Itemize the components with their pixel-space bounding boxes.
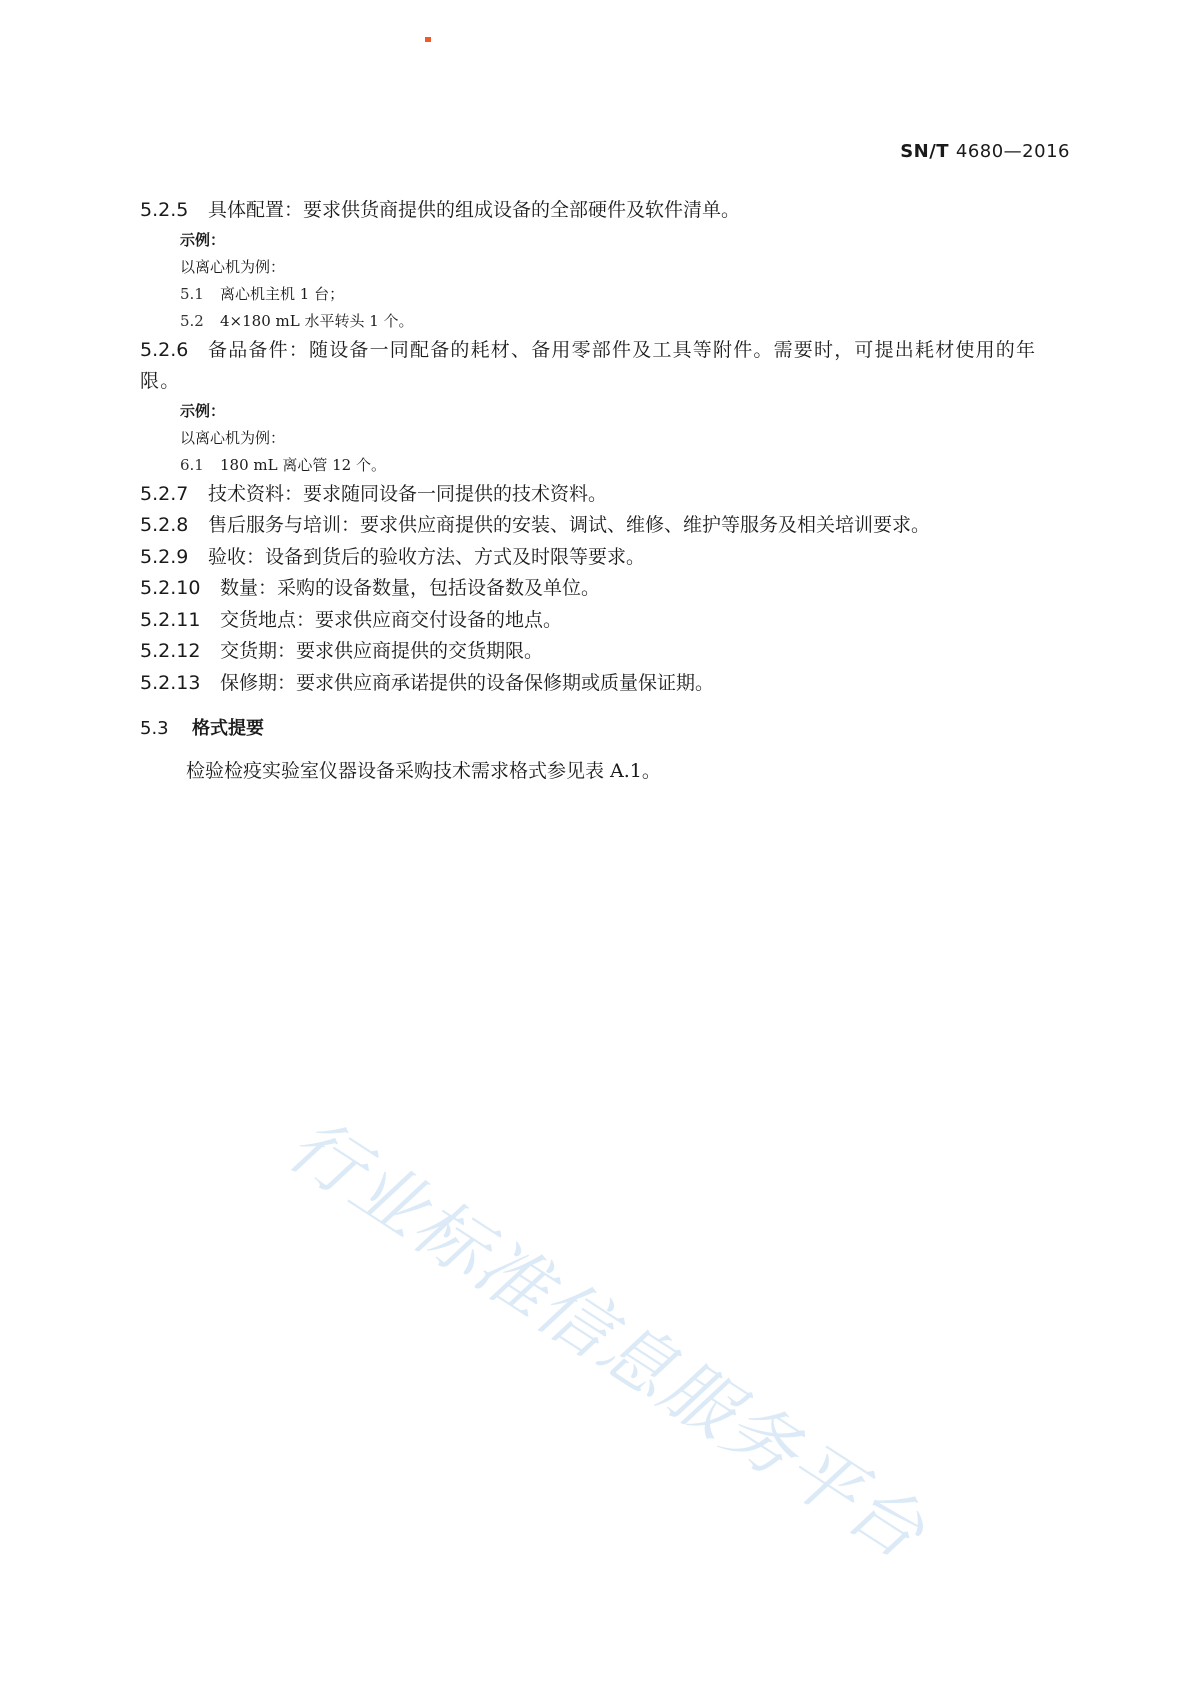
clause-text: 数量：采购的设备数量，包括设备数及单位。 (220, 577, 601, 599)
clause-number: 5.2.11 (140, 608, 201, 631)
clause-text: 技术资料：要求随同设备一同提供的技术资料。 (208, 482, 608, 505)
example-intro: 以离心机为例： (180, 257, 286, 276)
standard-code-prefix: SN/T (900, 141, 950, 162)
example-block-2 (140, 398, 1070, 479)
watermark-text: 行业标准信息服务平台 (273, 1101, 941, 1576)
clause-number: 5.2.7 (140, 482, 189, 505)
clause-5-2-13 (140, 668, 1070, 700)
example-line-number: 5.2 (180, 311, 204, 330)
clause-number: 5.2.13 (140, 671, 201, 694)
clause-5-2-7 (140, 479, 1070, 511)
standard-code (900, 141, 1070, 162)
clause-number: 5.2.8 (140, 514, 189, 536)
clause-number: 5.2.10 (140, 577, 201, 599)
clause-number: 5.2.6 (140, 338, 189, 361)
clause-5-2-12 (140, 636, 1070, 668)
example-line-number: 5.1 (180, 284, 204, 303)
clause-5-2-10 (140, 573, 1070, 605)
example-line-text: 离心机主机 1 台； (220, 284, 345, 303)
example-title: 示例： (180, 401, 226, 420)
clause-text: 验收：设备到货后的验收方法、方式及时限等要求。 (208, 545, 646, 568)
example-intro: 以离心机为例： (180, 428, 286, 447)
clause-text: 保修期：要求供应商承诺提供的设备保修期或质量保证期。 (220, 671, 715, 694)
example-line (180, 452, 1070, 479)
clause-text: 具体配置：要求供货商提供的组成设备的全部硬件及软件清单。 (208, 199, 741, 221)
section-title: 格式提要 (192, 718, 264, 739)
section-paragraph: 检验检疫实验室仪器设备采购技术需求格式参见表 A.1。 (186, 760, 661, 782)
standard-code-number: 4680—2016 (955, 141, 1070, 162)
example-line-text: 180 mL 离心管 12 个。 (220, 455, 386, 474)
example-line-text: 4×180 mL 水平转头 1 个。 (220, 311, 414, 330)
clause-text: 交货期：要求供应商提供的交货期限。 (220, 640, 544, 662)
clause-number: 5.2.12 (140, 640, 201, 662)
clause-text: 备品备件：随设备一同配备的耗材、备用零部件及工具等附件。需要时，可提出耗材使用的年限。 (140, 338, 1037, 392)
clause-number: 5.2.5 (140, 199, 189, 221)
clause-5-2-9 (140, 542, 1070, 574)
clause-5-2-11 (140, 605, 1070, 637)
example-title: 示例： (180, 230, 226, 249)
orange-marker (425, 37, 431, 42)
clause-5-2-8 (140, 510, 1070, 542)
example-line (180, 281, 1070, 308)
clause-5-2-5 (140, 195, 1070, 227)
section-number: 5.3 (140, 718, 169, 739)
example-block-1 (140, 227, 1070, 335)
clause-number: 5.2.9 (140, 545, 189, 568)
clause-text: 售后服务与培训：要求供应商提供的安装、调试、维修、维护等服务及相关培训要求。 (208, 514, 931, 536)
document-body (140, 195, 1070, 788)
example-line (180, 308, 1070, 335)
clause-5-2-6 (140, 335, 1070, 398)
section-heading-5-3 (140, 713, 1070, 744)
clause-text: 交货地点：要求供应商交付设备的地点。 (220, 608, 563, 631)
example-line-number: 6.1 (180, 455, 204, 474)
